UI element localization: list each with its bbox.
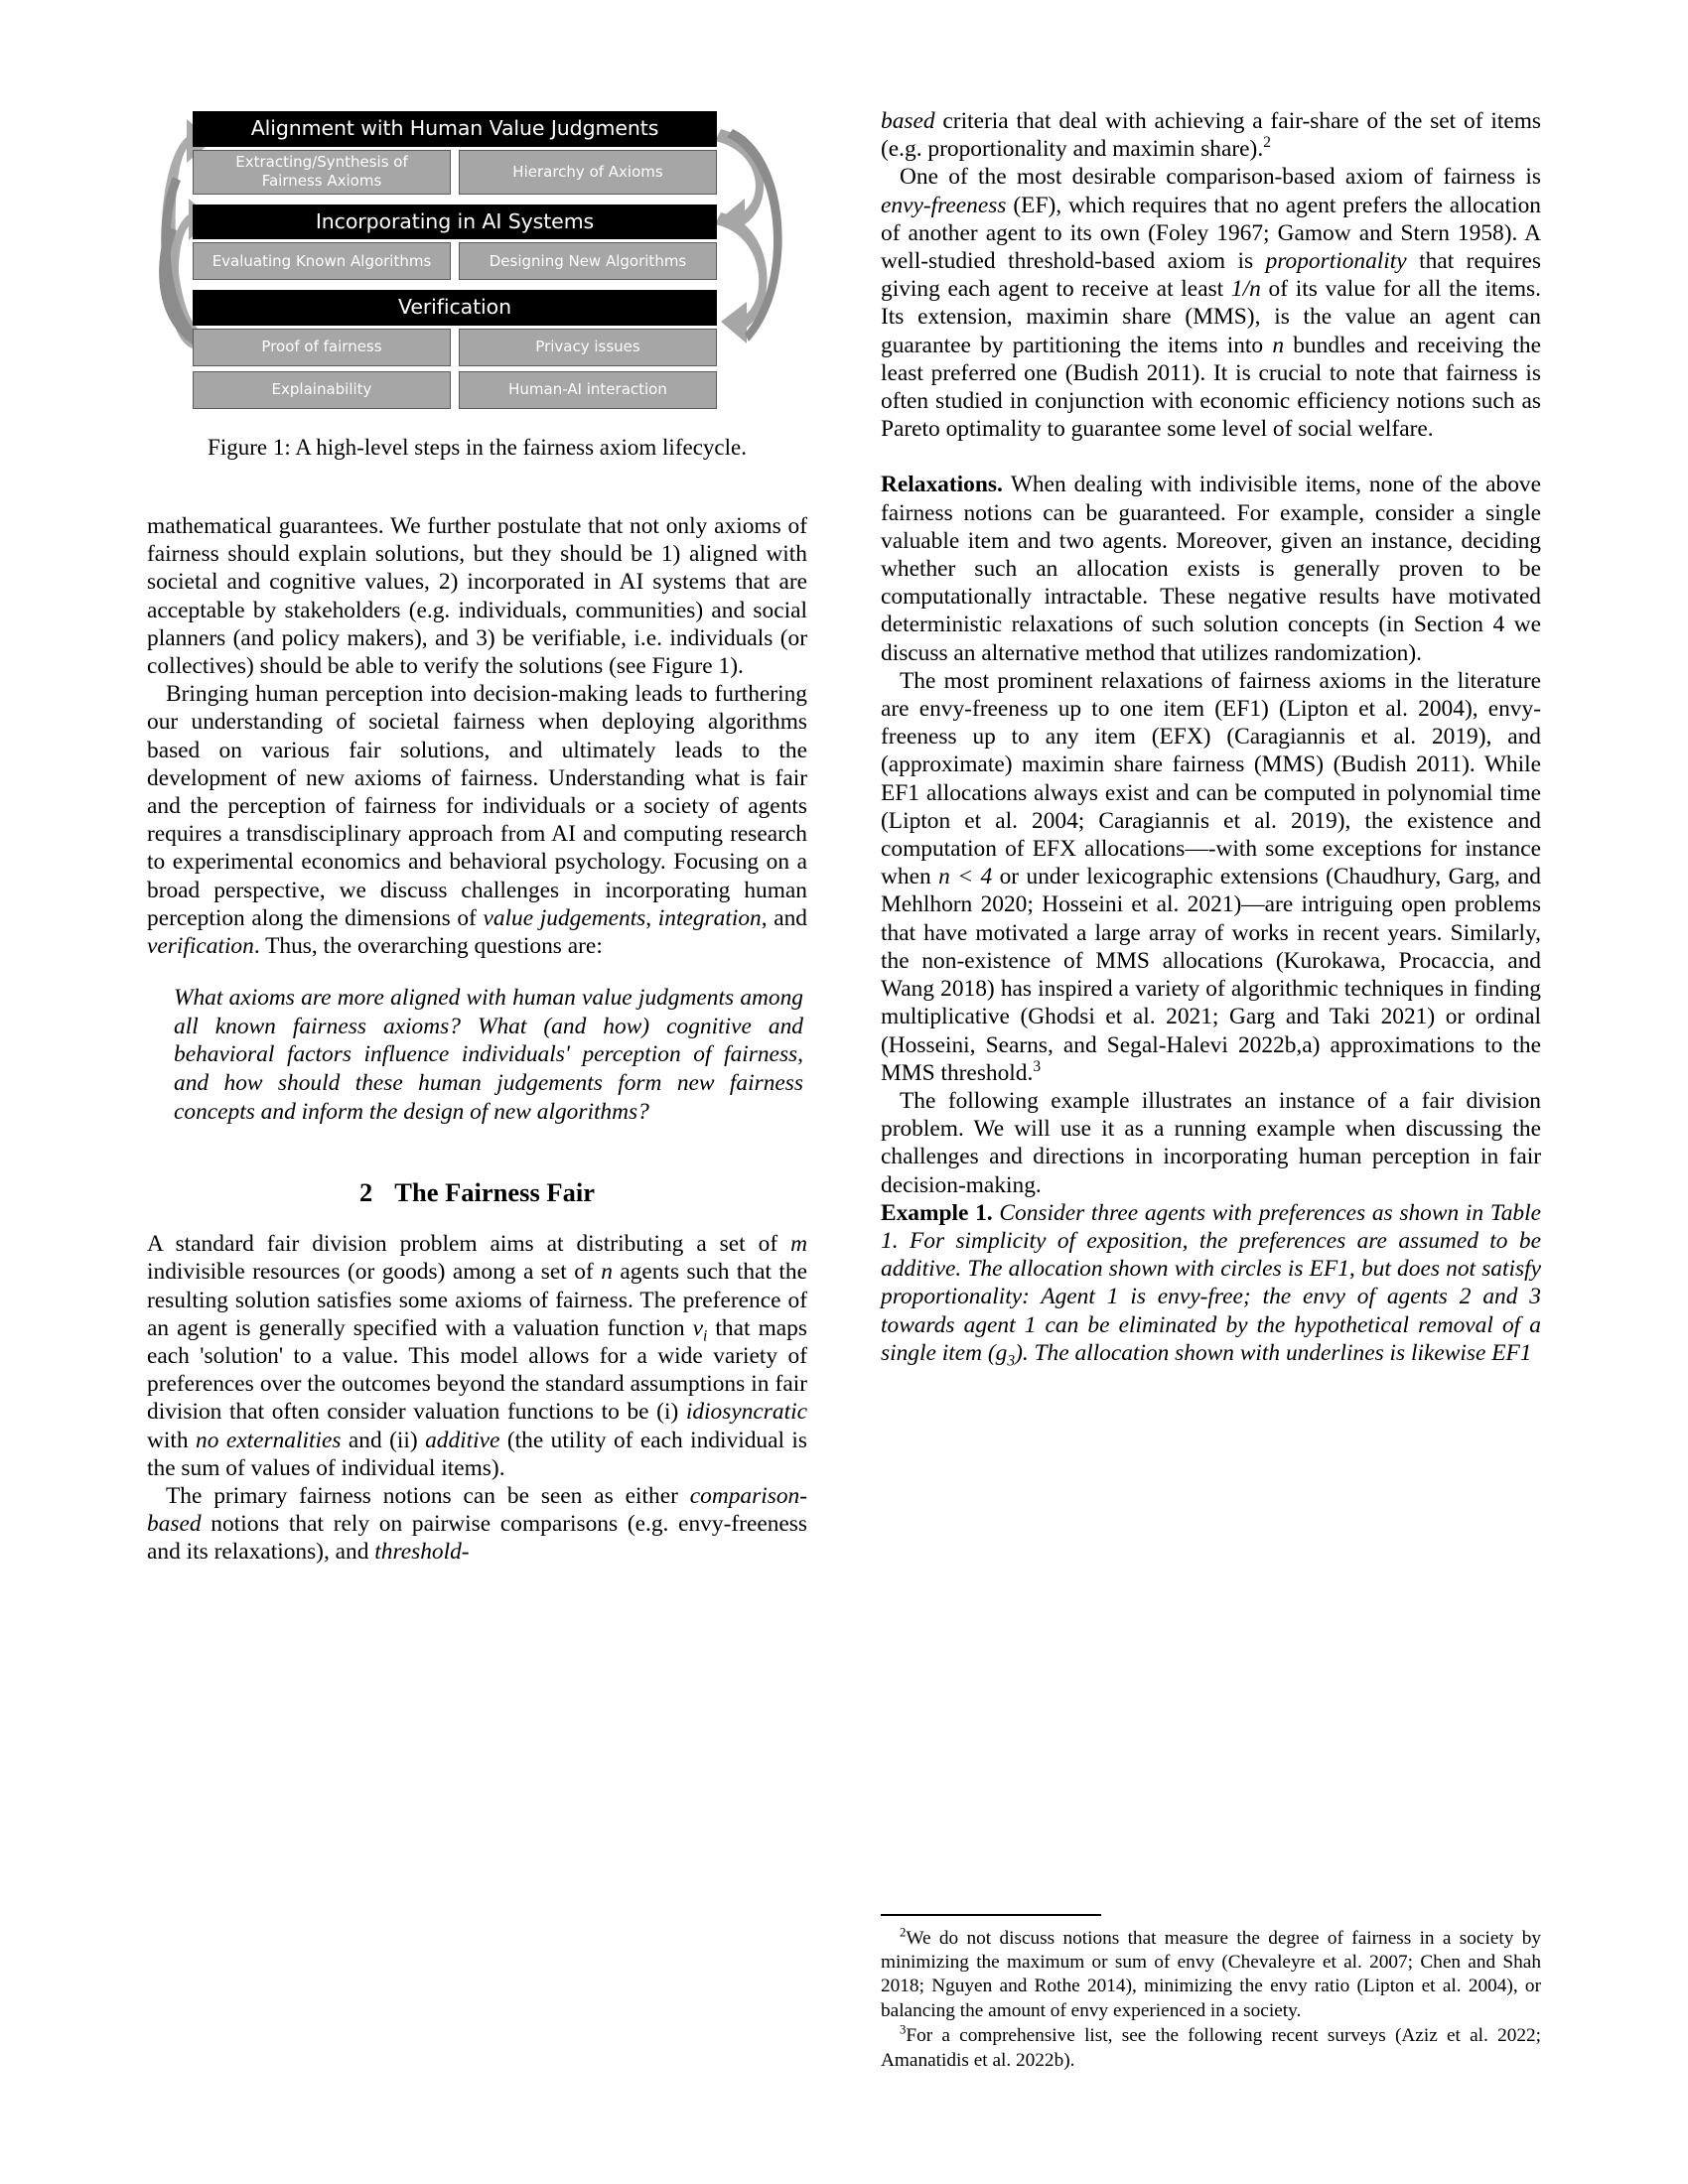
left-column xyxy=(147,107,807,2073)
math-g-subscript: 3 xyxy=(1007,1352,1016,1370)
figure-cell-hierarchy-of-axioms: Hierarchy of Axioms xyxy=(459,150,717,195)
emph-no-externalities: no externalities xyxy=(196,1427,342,1453)
two-column-layout xyxy=(147,107,1541,2073)
text-run: or under lexicographic extensions (Chaudhury, Garg, and Mehlhorn 2020; Hosseini et al. 2021)—are intriguing open problems that have motivated a large array of works in recent years. Similarly, the non-existence of MMS allocations (Kurokawa, Procaccia, and Wang 2018) has inspired a variety of algorithmic techniques in finding multiplicative (Ghodsi et al. 2021; Garg and Taki 2021) or ordinal (Hosseini, Searns, and Segal-Halevi 2022b,a) approximations to the MMS threshold. xyxy=(881,864,1541,1086)
text-run: agents such that the resulting solution satisfies some axioms of fairness. The preference of an agent is generally specified with a valuation function xyxy=(147,1259,807,1341)
figure-cell-line1: Extracting/Synthesis of xyxy=(235,153,408,172)
runin-heading-example-1: Example 1. xyxy=(881,1199,993,1226)
text-run: For a comprehensive list, see the following recent surveys (Aziz et al. 2022; Amanatidis et al. 2022b). xyxy=(881,2025,1541,2071)
paragraph-prominent-relaxations xyxy=(881,667,1541,1087)
footnote-number-2: 2 xyxy=(900,1925,907,1940)
text-run: The primary fairness notions can be seen as either xyxy=(166,1483,690,1510)
emph-comparison-based: comparison-based xyxy=(147,1483,807,1538)
text-run: Bringing human perception into decision-making leads to furthering our understanding of societal fairness when deploying algorithms based on various fair solutions, and ultimately leads to the development of new axioms of fairness. Understanding what is fair and the perception of fairness for individuals or a society of agents requires a transdisciplinary approach from AI and computing research to experimental economics and behavioral psychology. Focusing on a broad perspective, we discuss challenges in incorporating human perception along the dimensions of xyxy=(147,681,807,931)
emph-verification: verification xyxy=(147,933,254,960)
paragraph-following-example: The following example illustrates an instance of a fair division problem. We will use it as a running example when discussing the challenges and directions in incorporating human perception in fair decision-making. xyxy=(881,1087,1541,1198)
figure-cell-proof-of-fairness: Proof of fairness xyxy=(193,329,451,366)
text-run: (the utility of each individual is the sum of values of individual items). xyxy=(147,1427,807,1481)
figure-cell-explainability: Explainability xyxy=(193,371,451,409)
footnote-number-3: 3 xyxy=(900,2022,907,2037)
paragraph-mathematical-guarantees: mathematical guarantees. We further postulate that not only axioms of fairness should explain solutions, but they should be 1) aligned with societal and cognitive values, 2) incorporated in AI systems that are acceptable by stakeholders (e.g. individuals, communities) and social planners (and policy makers), and 3) be verifiable, i.e. individuals (or collectives) should be able to verify the solutions (see Figure 1). xyxy=(147,513,807,680)
math-n: n xyxy=(601,1259,613,1286)
footnote-marker-3: 3 xyxy=(1033,1057,1042,1075)
footnote-2 xyxy=(881,1927,1541,2024)
text-run: and (ii) xyxy=(341,1427,426,1453)
figure-cell-privacy-issues: Privacy issues xyxy=(459,329,717,366)
paragraph-example-1 xyxy=(881,1199,1541,1370)
math-n-less-than-4: n < 4 xyxy=(938,864,993,890)
figure-1 xyxy=(147,107,807,405)
text-run: We do not discuss notions that measure the degree of fairness in a society by minimizing the maximum or sum of envy (Chevaleyre et al. 2007; Chen and Shah 2018; Nguyen and Rothe 2014), minimizing the envy ratio (Lipton et al. 2004), or balancing the amount of envy experienced in a society. xyxy=(881,1927,1541,2021)
emph-idiosyncratic: idiosyncratic xyxy=(685,1399,807,1426)
emph-envy-freeness: envy-freeness xyxy=(881,192,1007,218)
paragraph-fair-division-setup xyxy=(147,1230,807,1482)
text-run: that maps each 'solution' to a value. This model allows for a wide variety of preferences over the outcomes beyond the standard assumptions in fair division that often consider valuation functions to be (i) xyxy=(147,1314,807,1426)
figure-row-alignment xyxy=(193,150,717,195)
paragraph-relaxations xyxy=(881,471,1541,666)
figure-row-verification-2 xyxy=(193,371,717,409)
text-run: (EF), which requires that no agent prefers the allocation of another agent to its own (Foley 1967; Gamow and Stern 1958). A well-studied threshold-based axiom is xyxy=(881,192,1541,275)
text-run: . Thus, the overarching questions are: xyxy=(253,933,603,960)
math-one-over-n: 1/n xyxy=(1230,276,1261,303)
text-run: When dealing with indivisible items, none of the above fairness notions can be guaranteed. For example, consider a single valuable item and two agents. Moreover, given an instance, deciding whether such an allocation exists is generally proven to be computationally intractable. These negative results have motivated deterministic relaxations of such solution concepts (in Section 4 we discuss an alternative method that utilizes randomization). xyxy=(881,472,1541,666)
footnote-marker-2: 2 xyxy=(1263,134,1271,152)
figure-stack xyxy=(193,111,717,409)
text-run: , and xyxy=(761,904,808,931)
figure-caption: Figure 1: A high-level steps in the fairness axiom lifecycle. xyxy=(208,435,747,460)
figure-band-verification: Verification xyxy=(193,290,717,326)
text-run: bundles and receiving the least preferred one (Budish 2011). It is crucial to note that fairness is often studied in conjunction with economic efficiency notions such as Pareto optimality to guarantee some level of social welfare. xyxy=(881,332,1541,443)
emph-example-body-b: ). The allocation shown with underlines is likewise EF1 xyxy=(1015,1339,1532,1366)
text-run: with xyxy=(147,1427,197,1453)
section-heading-2 xyxy=(147,1177,807,1208)
text-run: notions that rely on pairwise comparisons (e.g. envy-freeness and its relaxations), and xyxy=(147,1511,807,1566)
text-run: criteria that deal with achieving a fair-share of the set of items (e.g. proportionality and maximin share). xyxy=(881,108,1541,163)
emph-value-judgements: value judgements xyxy=(483,904,646,931)
figure-band-alignment: Alignment with Human Value Judgments xyxy=(193,111,717,147)
math-m: m xyxy=(790,1231,807,1258)
text-run: of its value for all the items. Its extension, maximin share (MMS), is the value an agent can guarantee by partitioning the items into xyxy=(881,276,1541,358)
paragraph-envy-freeness xyxy=(881,163,1541,443)
text-run: , xyxy=(645,904,658,931)
footnotes-block xyxy=(881,1914,1541,2073)
figure-cell-human-ai-interaction: Human-AI interaction xyxy=(459,371,717,409)
footnote-rule xyxy=(881,1914,1101,1916)
runin-heading-relaxations: Relaxations. xyxy=(881,472,1003,498)
footnote-3 xyxy=(881,2024,1541,2073)
emph-based: based xyxy=(881,108,935,134)
text-run: A standard fair division problem aims at distributing a set of xyxy=(147,1231,791,1258)
text-run: that requires giving each agent to receive at least xyxy=(881,248,1541,303)
section-number: 2 xyxy=(359,1177,373,1208)
figure-cell-designing-new-algorithms: Designing New Algorithms xyxy=(459,242,717,280)
math-v-subscript: i xyxy=(703,1327,708,1345)
paragraph-primary-fairness-notions xyxy=(147,1482,807,1567)
section-title: The Fairness Fair xyxy=(394,1177,595,1208)
emph-integration: integration xyxy=(657,904,762,931)
figure-cell-extracting-synthesis xyxy=(193,150,451,195)
figure-row-verification-1 xyxy=(193,329,717,366)
figure-row-incorporating xyxy=(193,242,717,280)
emph-proportionality: proportionality xyxy=(1265,248,1407,275)
emph-example-body-a: Consider three agents with preferences as shown in Table 1. For simplicity of exposition, the preferences are assumed to be additive. The allocation shown with circles is EF1, but does not satisfy proportionality: Agent 1 is envy-free; the envy of agents 2 and 3 towards agent 1 can be eliminated by the hypothetical removal of a single item ( xyxy=(881,1199,1541,1366)
blockquote-research-questions: What axioms are more aligned with human value judgments among all known fairness axioms? What (and how) cognitive and behavioral factors influence individuals' perception of fairness, and how should these human judgements form new fairness concepts and inform the design of new algorithms? xyxy=(174,985,803,1125)
emph-additive: additive xyxy=(425,1427,500,1453)
math-n: n xyxy=(1272,332,1285,358)
figure-cell-line2: Fairness Axioms xyxy=(261,172,382,190)
spacer xyxy=(147,461,807,512)
emph-threshold: threshold- xyxy=(374,1539,470,1566)
math-v: v xyxy=(692,1314,704,1341)
text-run: The most prominent relaxations of fairness axioms in the literature are envy-freeness up to one item (EF1) (Lipton et al. 2004), envy-freeness up to any item (EFX) (Caragiannis et al. 2019), and (approximate) maximin share fairness (MMS) (Budish 2011). While EF1 allocations always exist and can be computed in polynomial time (Lipton et al. 2004; Caragiannis et al. 2019), the existence and computation of EFX allocations—-with some exceptions for instance when xyxy=(881,667,1541,890)
right-column xyxy=(881,107,1541,2073)
text-run: indivisible resources (or goods) among a set of xyxy=(147,1259,602,1286)
paragraph-based-criteria xyxy=(881,107,1541,163)
figure-cell-evaluating-known-algorithms: Evaluating Known Algorithms xyxy=(193,242,451,280)
text-run: One of the most desirable comparison-based axiom of fairness is xyxy=(900,164,1541,191)
math-g: g xyxy=(995,1339,1008,1366)
paragraph-bringing-human-perception xyxy=(147,680,807,960)
figure-band-incorporating: Incorporating in AI Systems xyxy=(193,205,717,240)
